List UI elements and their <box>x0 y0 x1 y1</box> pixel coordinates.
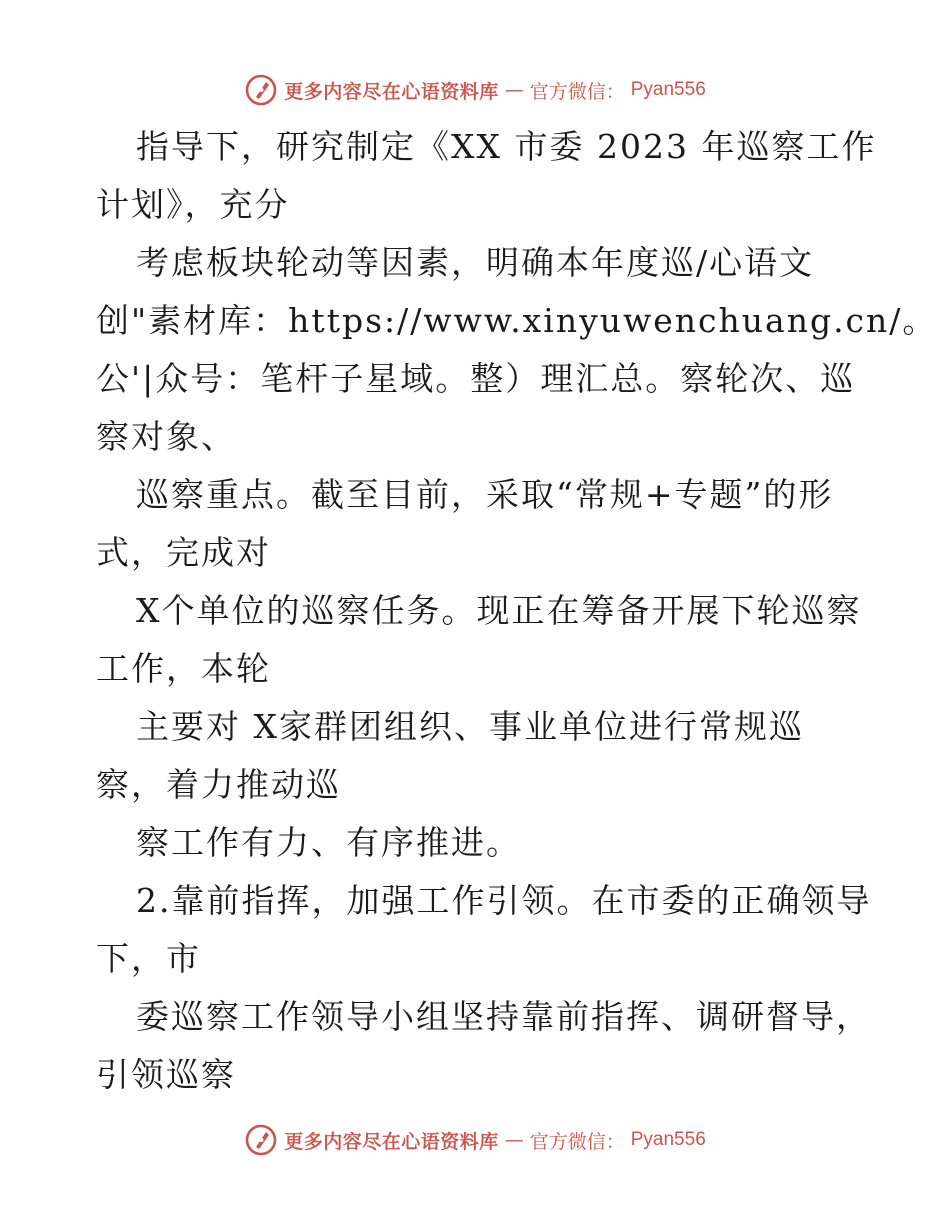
footer-watermark <box>0 1120 950 1160</box>
watermark-wechat-id: Pyan556 <box>630 1129 706 1150</box>
text-line: 下，市 <box>96 939 201 978</box>
text-line: X个单位的巡察任务。现正在筹备开展下轮巡察 <box>136 591 862 630</box>
pen-nib-circle-icon <box>244 73 278 107</box>
watermark-wechat-label: 官方微信： <box>529 1130 625 1153</box>
watermark-wechat-id: Pyan556 <box>630 79 706 100</box>
document-body <box>96 118 938 1104</box>
watermark-main-text: 更多内容尽在心语资料库 <box>284 1130 499 1153</box>
watermark-main-text: 更多内容尽在心语资料库 <box>284 80 499 103</box>
text-line: 引领巡察 <box>96 1055 236 1094</box>
text-line: 公'|众号：笔杆子星域。整）理汇总。察轮次、巡 <box>96 359 856 398</box>
watermark-wechat-label: 官方微信： <box>529 80 625 103</box>
text-line: 考虑板块轮动等因素，明确本年度巡/心语文 <box>136 243 815 282</box>
watermark-separator: — <box>504 1129 524 1151</box>
text-line: 察，着力推动巡 <box>96 765 341 804</box>
pen-nib-circle-icon <box>244 1123 278 1157</box>
header-watermark <box>0 70 950 110</box>
text-line: 工作，本轮 <box>96 649 271 688</box>
text-line: 指导下，研究制定《XX 市委 2023 年巡察工作 <box>136 127 877 166</box>
text-line: 主要对 X家群团组织、事业单位进行常规巡 <box>136 707 804 746</box>
text-line: 察工作有力、有序推进。 <box>136 823 521 862</box>
text-line: 巡察重点。截至目前，采取“常规+专题”的形 <box>136 475 834 514</box>
text-line: 委巡察工作领导小组坚持靠前指挥、调研督导， <box>136 997 871 1036</box>
text-line: 创"素材库：https://www.xinyuwenchuang.cn/。 <box>96 301 938 340</box>
text-line: 2.靠前指挥，加强工作引领。在市委的正确领导 <box>136 881 872 920</box>
text-line: 察对象、 <box>96 417 236 456</box>
text-line: 计划》，充分 <box>96 185 290 224</box>
text-line: 式，完成对 <box>96 533 271 572</box>
watermark-separator: — <box>504 79 524 101</box>
